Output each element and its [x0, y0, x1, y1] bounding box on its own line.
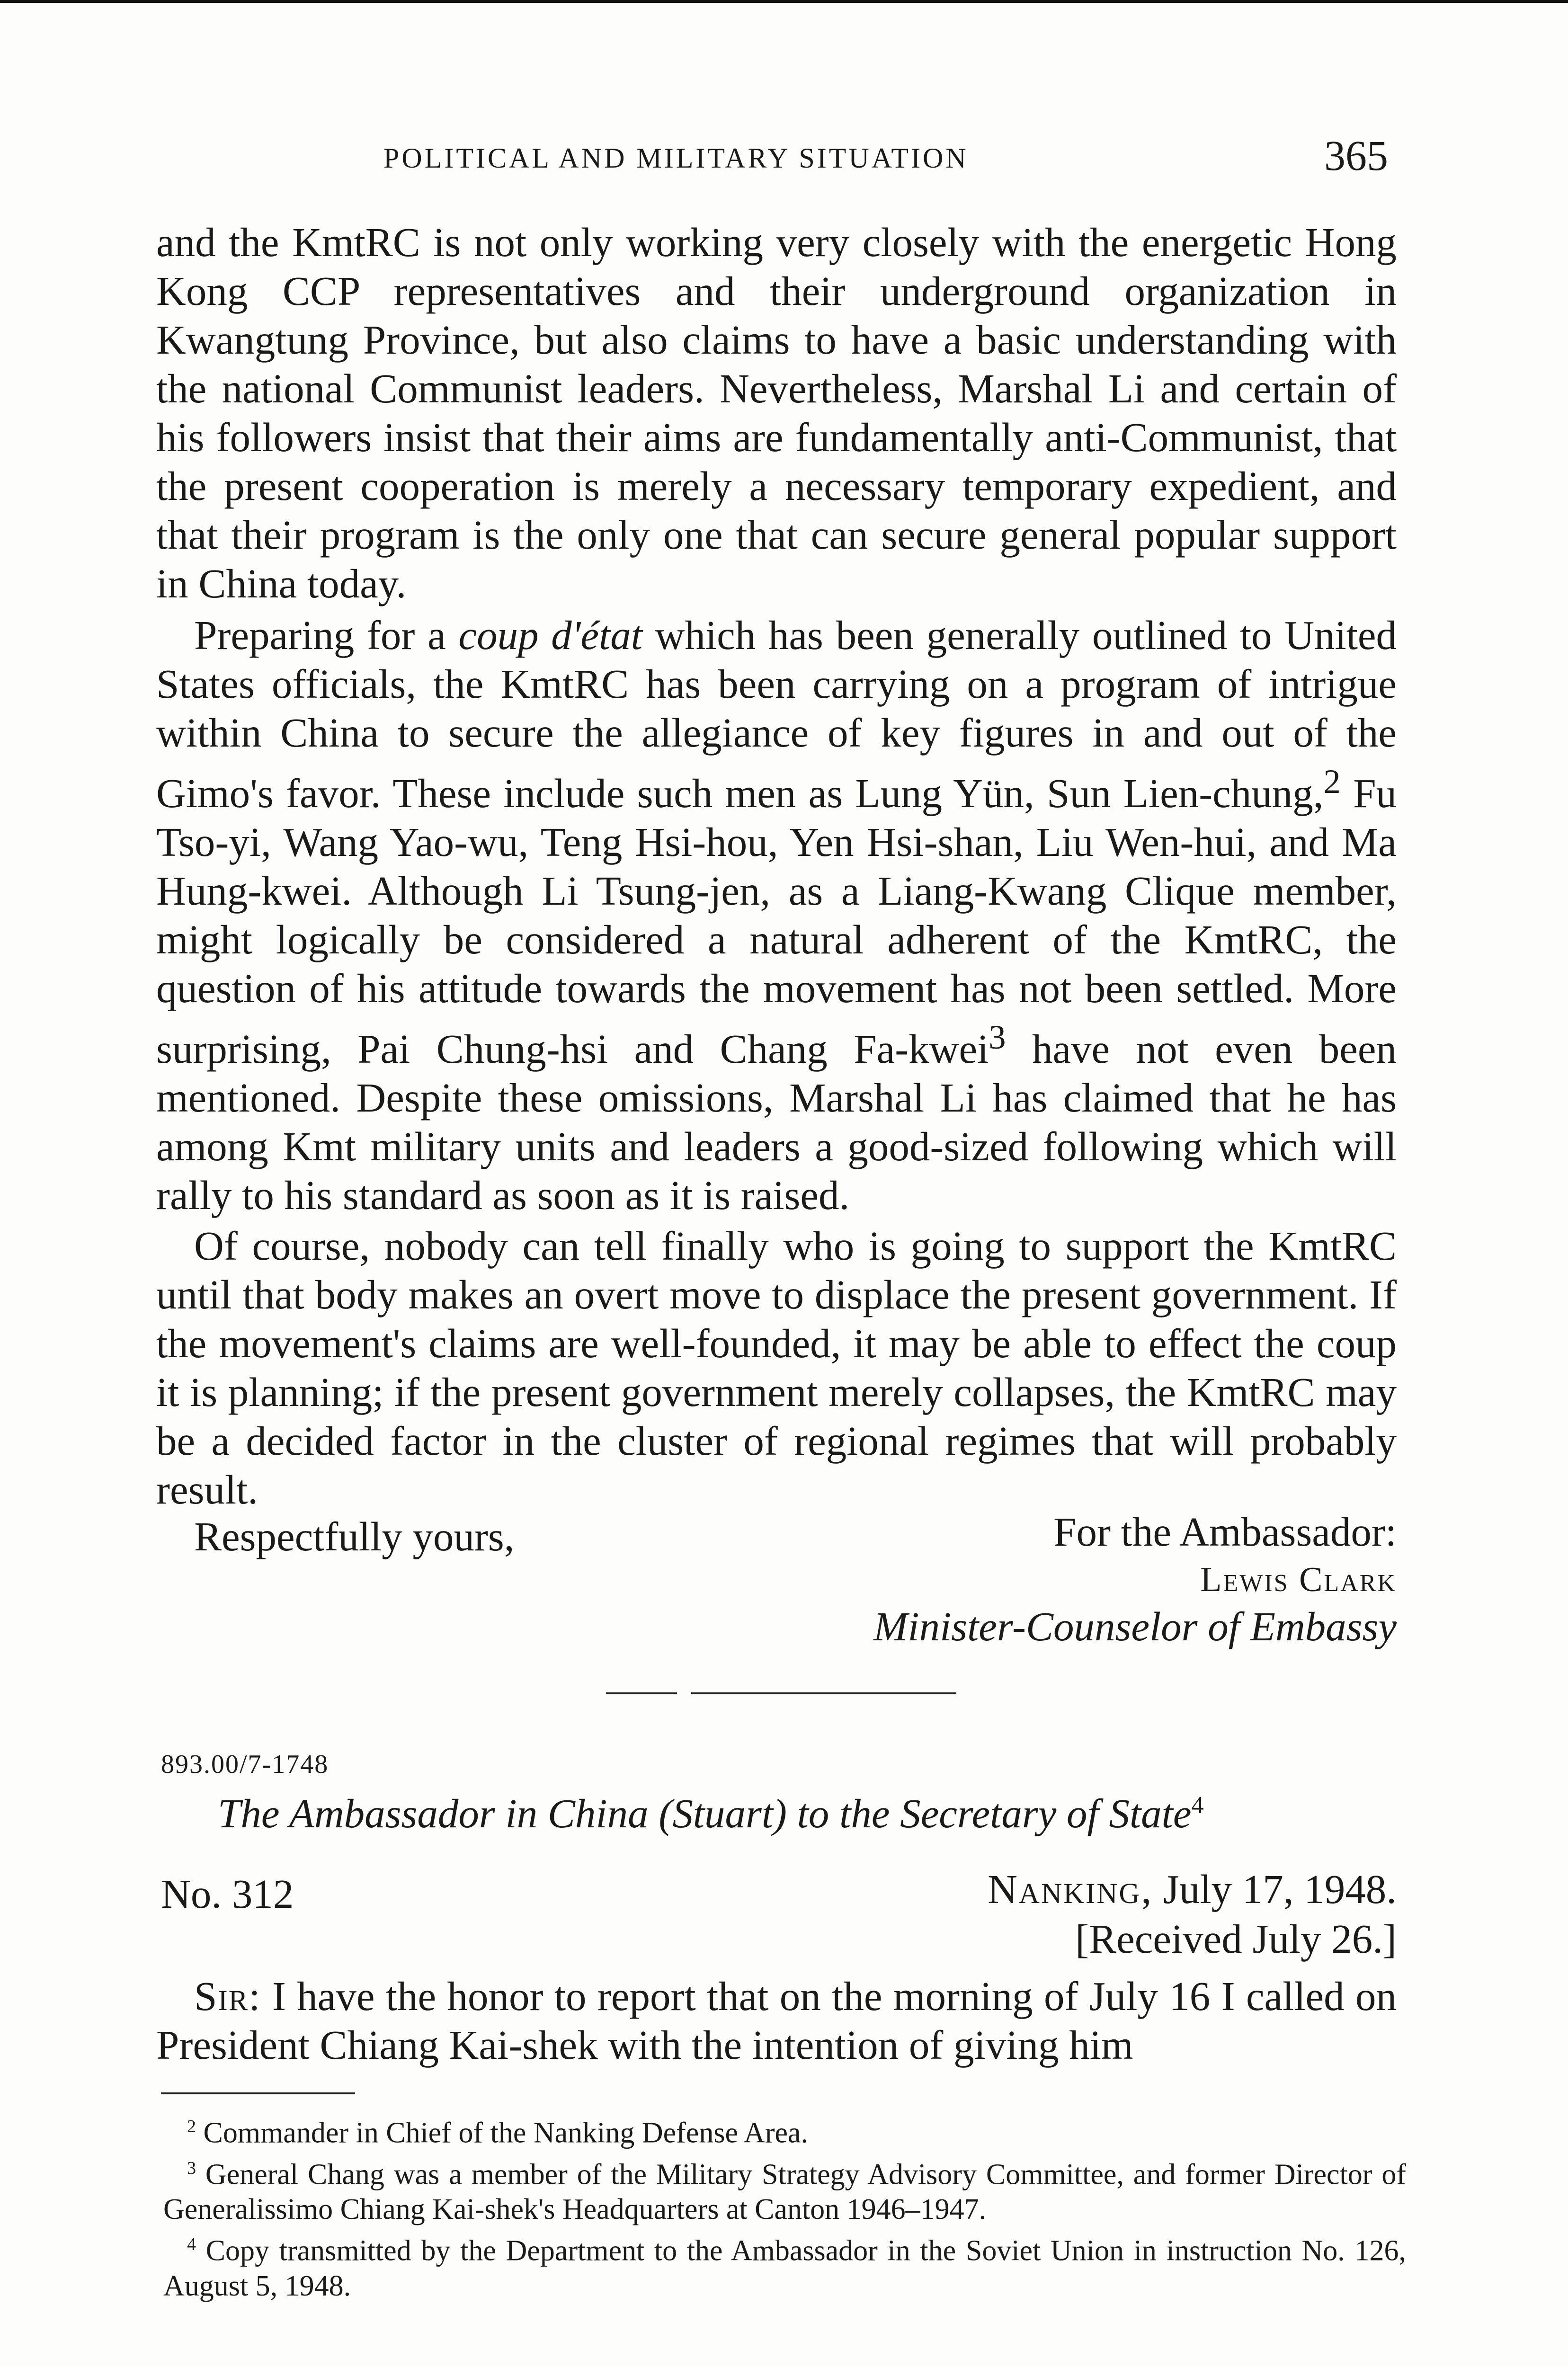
text-run: have not even been mentioned. Despite these omissions, Marshal Li has claimed that he has among Kmt military units and leaders a good-sized following which will rally to his standard as soon as it is raised. [156, 1026, 1397, 1218]
paragraph-text: Of course, nobody can tell finally who is going to support the KmtRC until that body makes an overt move to displace the present government. If the movement's claims are well-founded, it may be able to effect the coup it is planning; if the present government merely collapses, the KmtRC may be a decided factor in the cluster of regional regimes that will probably result. [156, 1223, 1397, 1513]
paragraph-text: and the KmtRC is not only working very closely with the energetic Hong Kong CCP representatives and their underground organization in Kwangtung Province, but also claims to have a basic understanding with the national Communist leaders. Nevertheless, Marshal Li and certain of his followers insist that their aims are fundamentally anti-Communist, that the present cooperation is merely a necessary temporary expedient, and that their program is the only one that can secure general popular support in China today. [156, 219, 1397, 606]
footnote-3 [163, 2151, 1406, 2227]
page-number: 365 [1324, 133, 1388, 179]
footnote-2 [163, 2109, 1406, 2151]
footnote-ref: 3 [989, 1018, 1006, 1056]
footnote-mark: 4 [187, 2234, 196, 2255]
footnote-text: Copy transmitted by the Department to the Ambassador in the Soviet Union in instruction No. 126, August 5, 1948. [163, 2234, 1406, 2302]
text-run: which has been generally outlined to United States officials, the KmtRC has been carrying on a program of intrigue within China to secure the allegiance of key figures in and out of the Gimo's favor. These include such men as Lung Yün, Sun Lien-chung, [156, 612, 1397, 816]
paragraph-conclusion [156, 1221, 1397, 1514]
title-text: The Ambassador in China (Stuart) to the Secretary of State [218, 1790, 1192, 1836]
text-run: Fu Tso-yi, Wang Yao-wu, Teng Hsi-hou, Yen Hsi-shan, Liu Wen-hui, and Ma Hung-kwei. Although Li Tsung-jen, as a Liang-Kwang Clique member, might logically be considered a natural adherent of the KmtRC, the question of his attitude towards the movement has not been settled. More surprising, Pai Chung-hsi and Chang Fa-kwei [156, 770, 1397, 1072]
place: Nanking, [988, 1866, 1153, 1912]
place-date [988, 1865, 1397, 1913]
document-number: No. 312 [161, 1871, 294, 1917]
document-title [218, 1789, 1203, 1837]
for-ambassador-line: For the Ambassador: [1053, 1509, 1397, 1555]
text-run: I have the honor to report that on the morning of July 16 I called on President Chiang Kai-shek with the intention of giving him [156, 1973, 1397, 2068]
file-number: 893.00/7-1748 [161, 1750, 329, 1779]
date: July 17, 1948. [1153, 1866, 1397, 1912]
top-border [0, 0, 1568, 3]
complimentary-close: Respectfully yours, [194, 1513, 515, 1559]
footnote-ref: 4 [1191, 1792, 1204, 1819]
received-date: [Received July 26.] [1075, 1916, 1397, 1962]
paragraph-text [156, 1972, 1397, 2069]
footnote-ref: 2 [1323, 762, 1341, 801]
separator-segment [691, 1692, 956, 1694]
paragraph-continuation [156, 218, 1397, 608]
separator-segment [606, 1692, 677, 1694]
paragraph-letter-opening [156, 1972, 1397, 2069]
footnote-mark: 2 [187, 2117, 196, 2136]
footnote-text: Commander in Chief of the Nanking Defense Area. [196, 2117, 809, 2149]
footnotes [163, 2109, 1406, 2304]
signer-name: Lewis Clark [1200, 1560, 1397, 1599]
paragraph-coup [156, 611, 1397, 1219]
section-separator [606, 1692, 956, 1694]
footnote-4 [163, 2227, 1406, 2304]
running-head: POLITICAL AND MILITARY SITUATION [383, 142, 969, 174]
paragraph-text [156, 611, 1397, 1219]
footnote-mark: 3 [187, 2158, 196, 2178]
footnote-rule [161, 2092, 355, 2094]
signer-title: Minister-Counselor of Embassy [873, 1603, 1397, 1649]
footnote-text: General Chang was a member of the Military Strategy Advisory Committee, and former Director of Generalissimo Chiang Kai-shek's Headquarters at Canton 1946–1947. [163, 2158, 1406, 2226]
salutation: Sir: [194, 1973, 261, 2019]
italic-phrase: coup d'état [458, 612, 642, 658]
text-run: Preparing for a [194, 612, 459, 658]
